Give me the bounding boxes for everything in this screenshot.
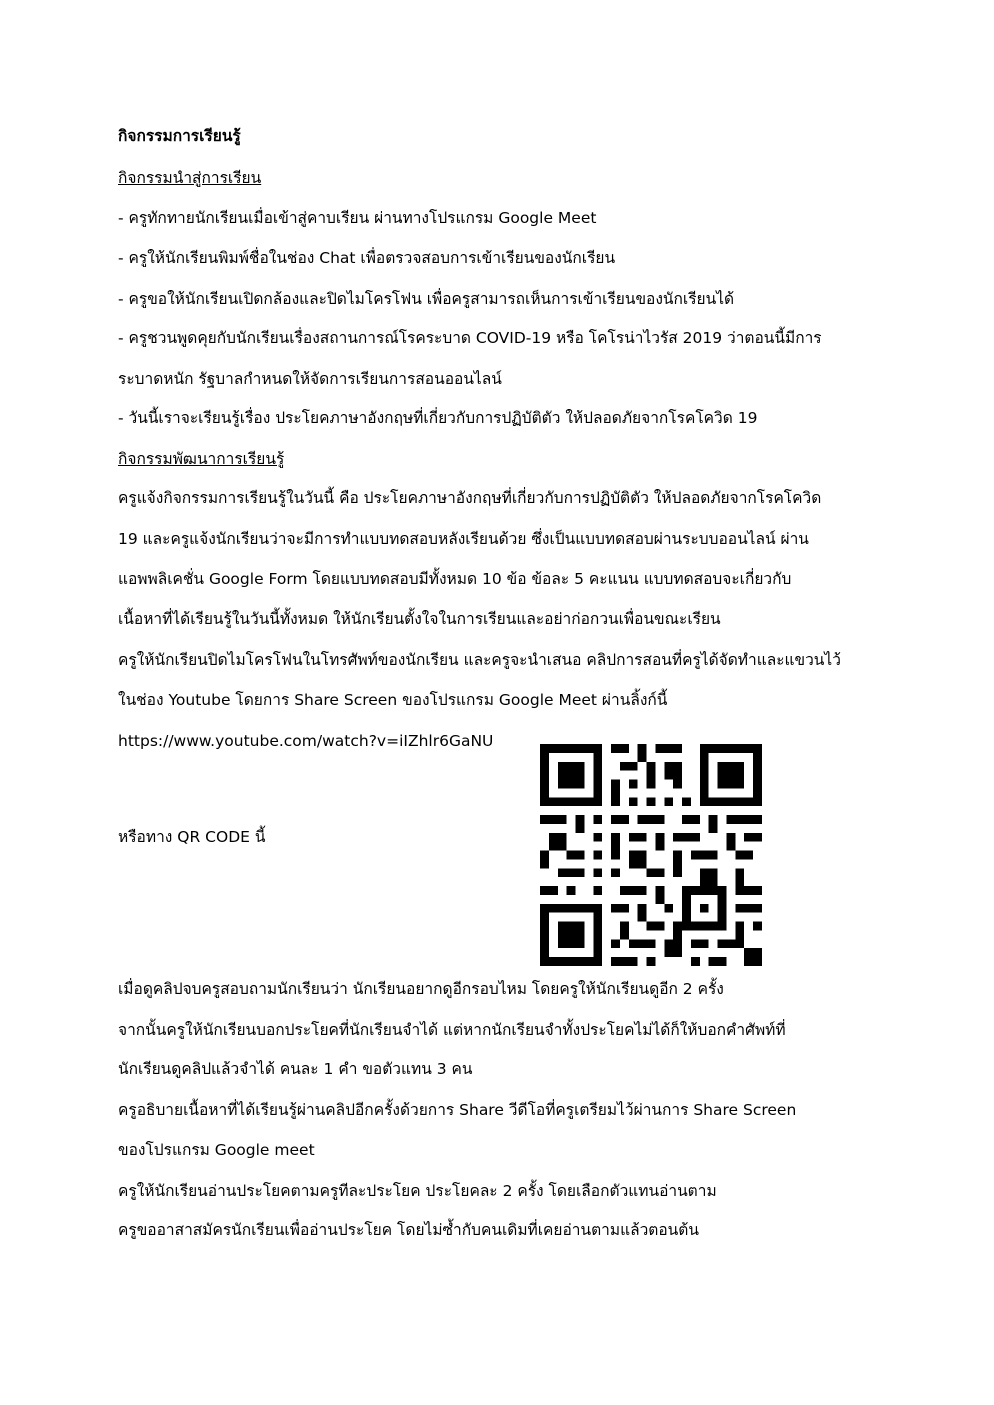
- development-line: ครูแจ้งกิจกรรมการเรียนรู้ในวันนี้ คือ ประโยคภาษาอังกฤษที่เกี่ยวกับการปฏิบัติตัว ให้ปลอดภัยจากโรคโควิด: [118, 489, 822, 507]
- qr-caption: หรือทาง QR CODE นี้: [118, 828, 266, 846]
- intro-line: - วันนี้เราจะเรียนรู้เรื่อง ประโยคภาษาอังกฤษที่เกี่ยวกับการปฏิบัติตัว ให้ปลอดภัยจากโรคโควิด 19: [118, 409, 758, 427]
- after-line: ครูขออาสาสมัครนักเรียนเพื่ออ่านประโยค โดยไม่ซ้ำกับคนเดิมที่เคยอ่านตามแล้วตอนต้น: [118, 1221, 699, 1239]
- development-line: 19 และครูแจ้งนักเรียนว่าจะมีการทำแบบทดสอบหลังเรียนด้วย ซึ่งเป็นแบบทดสอบผ่านระบบออนไลน์ ผ่าน: [118, 530, 809, 548]
- development-line: ในช่อง Youtube โดยการ Share Screen ของโปรแกรม Google Meet ผ่านลิ้งก์นี้: [118, 691, 668, 709]
- intro-heading: กิจกรรมนำสู่การเรียน: [118, 169, 262, 187]
- development-line: แอพพลิเคชั่น Google Form โดยแบบทดสอบมีทั้งหมด 10 ข้อ ข้อละ 5 คะแนน แบบทดสอบจะเกี่ยวกับ: [118, 570, 792, 588]
- youtube-link[interactable]: https://www.youtube.com/watch?v=iIZhlr6GaNU: [118, 732, 494, 750]
- development-heading: กิจกรรมพัฒนาการเรียนรู้: [118, 450, 285, 468]
- after-line: ของโปรแกรม Google meet: [118, 1141, 315, 1159]
- document-title: กิจกรรมการเรียนรู้: [118, 127, 241, 145]
- intro-line: ระบาดหนัก รัฐบาลกำหนดให้จัดการเรียนการสอนออนไลน์: [118, 370, 502, 388]
- intro-line: - ครูขอให้นักเรียนเปิดกล้องและปิดไมโครโฟน เพื่อครูสามารถเห็นการเข้าเรียนของนักเรียนได้: [118, 290, 735, 308]
- intro-line: - ครูให้นักเรียนพิมพ์ชื่อในช่อง Chat เพื่อตรวจสอบการเข้าเรียนของนักเรียน: [118, 249, 616, 267]
- after-line: ครูให้นักเรียนอ่านประโยคตามครูทีละประโยค ประโยคละ 2 ครั้ง โดยเลือกตัวแทนอ่านตาม: [118, 1182, 717, 1200]
- development-line: ครูให้นักเรียนปิดไมโครโฟนในโทรศัพท์ของนักเรียน และครูจะนำเสนอ คลิปการสอนที่ครูได้จัดทำและแขวนไว้: [118, 651, 841, 669]
- intro-line: - ครูชวนพูดคุยกับนักเรียนเรื่องสถานการณ์โรคระบาด COVID-19 หรือ โคโรน่าไวรัส 2019 ว่าตอนนี้มีการ: [118, 329, 822, 347]
- after-line: ครูอธิบายเนื้อหาที่ได้เรียนรู้ผ่านคลิปอีกครั้งด้วยการ Share วีดีโอที่ครูเตรียมไว้ผ่านการ Share Screen: [118, 1101, 797, 1119]
- intro-line: - ครูทักทายนักเรียนเมื่อเข้าสู่คาบเรียน ผ่านทางโปรแกรม Google Meet: [118, 209, 597, 227]
- qr-code-image: [540, 744, 762, 966]
- after-line: เมื่อดูคลิปจบครูสอบถามนักเรียนว่า นักเรียนอยากดูอีกรอบไหม โดยครูให้นักเรียนดูอีก 2 ครั้ง: [118, 980, 724, 998]
- development-line: เนื้อหาที่ได้เรียนรู้ในวันนี้ทั้งหมด ให้นักเรียนตั้งใจในการเรียนและอย่าก่อกวนเพื่อนขณะเรียน: [118, 610, 721, 628]
- after-line: จากนั้นครูให้นักเรียนบอกประโยคที่นักเรียนจำได้ แต่หากนักเรียนจำทั้งประโยคไม่ได้ก็ให้บอกคำศัพท์ที่: [118, 1021, 786, 1039]
- after-line: นักเรียนดูคลิปแล้วจำได้ คนละ 1 คำ ขอตัวแทน 3 คน: [118, 1060, 473, 1078]
